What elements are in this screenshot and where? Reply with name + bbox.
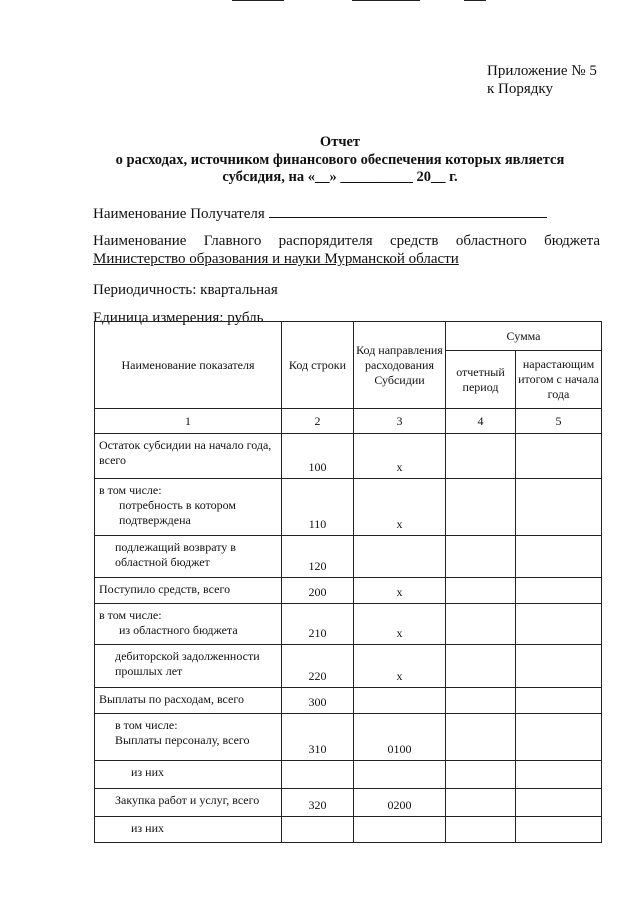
header-cumulative: нарастающим итогом с начала года [516,351,602,409]
table-row [95,536,602,578]
row-code: 110 [282,479,354,536]
row-label: из них [95,817,282,843]
row-direction-code [354,536,446,578]
row-cumulative-cell[interactable] [516,761,602,789]
row-label: Выплаты по расходам, всего [95,688,282,714]
report-title [70,134,610,187]
row-direction-code: х [354,479,446,536]
column-numbers-row [95,409,602,434]
table-row [95,578,602,604]
row-code: 200 [282,578,354,604]
row-reporting-period-cell[interactable] [446,578,516,604]
row-reporting-period-cell[interactable] [446,688,516,714]
header-name: Наименование показателя [95,322,282,409]
header-direction-code: Код направления расходования Субсидии [354,322,446,409]
col-number-5: 5 [516,409,602,434]
header-code: Код строки [282,322,354,409]
row-cumulative-cell[interactable] [516,434,602,479]
row-direction-code [354,817,446,843]
table-row [95,688,602,714]
table-row [95,434,602,479]
row-code [282,817,354,843]
recipient-field [93,205,547,223]
top-scan-marks [0,0,640,6]
appendix-line-1: Приложение № 5 [487,63,597,79]
row-direction-code: х [354,578,446,604]
title-line-2: о расходах, источником финансового обеспечения которых является [115,151,565,168]
table-row [95,817,602,843]
row-direction-code: х [354,604,446,645]
recipient-label: Наименование Получателя [93,206,265,222]
col-number-2: 2 [282,409,354,434]
table-row [95,761,602,789]
table-row [95,645,602,688]
row-label: Остаток субсидии на начало года, всего [95,434,282,479]
appendix-line-2: к Порядку [487,81,553,97]
row-reporting-period-cell[interactable] [446,479,516,536]
row-code: 220 [282,645,354,688]
row-code: 120 [282,536,354,578]
recipient-blank [269,205,547,218]
header-sum: Сумма [446,322,602,351]
row-label: подлежащий возврату в областной бюджет [95,536,282,578]
row-cumulative-cell[interactable] [516,817,602,843]
row-label-group [95,479,282,536]
col-number-4: 4 [446,409,516,434]
row-direction-code: 0100 [354,714,446,761]
row-code: 320 [282,789,354,817]
appendix-note [487,62,597,98]
row-reporting-period-cell[interactable] [446,714,516,761]
row-label-group [95,714,282,761]
row-cumulative-cell[interactable] [516,479,602,536]
manager-value: Министерство образования и науки Мурманской области [93,251,459,267]
row-cumulative-cell[interactable] [516,789,602,817]
col-number-3: 3 [354,409,446,434]
row-cumulative-cell[interactable] [516,645,602,688]
table-row [95,479,602,536]
table-row [95,604,602,645]
row-direction-code [354,761,446,789]
row-reporting-period-cell[interactable] [446,789,516,817]
row-label: Поступило средств, всего [95,578,282,604]
row-direction-code: 0200 [354,789,446,817]
report-table [94,321,602,843]
row-reporting-period-cell[interactable] [446,604,516,645]
row-code [282,761,354,789]
row-cumulative-cell[interactable] [516,578,602,604]
unit-of-measure: Единица измерения: рубль [93,310,264,326]
row-label: потребность в котором подтверждена [119,498,237,527]
row-label-prefix: в том числе: [115,718,178,732]
row-code: 210 [282,604,354,645]
row-label: Выплаты персоналу, всего [115,733,250,747]
header-row-1 [95,322,602,351]
row-cumulative-cell[interactable] [516,688,602,714]
table-row [95,789,602,817]
row-label-group [95,604,282,645]
col-number-1: 1 [95,409,282,434]
periodicity: Периодичность: квартальная [93,282,278,298]
row-label: из областного бюджета [119,623,238,637]
row-direction-code [354,688,446,714]
row-label-prefix: в том числе: [99,608,162,622]
row-direction-code: х [354,645,446,688]
row-reporting-period-cell[interactable] [446,761,516,789]
row-code: 100 [282,434,354,479]
table-row [95,714,602,761]
row-reporting-period-cell[interactable] [446,645,516,688]
row-reporting-period-cell[interactable] [446,817,516,843]
title-line-3: субсидия, на «__» __________ 20__ г. [222,169,458,185]
row-code: 300 [282,688,354,714]
row-reporting-period-cell[interactable] [446,434,516,479]
manager-label: Наименование Главного распорядителя средств областного бюджета [93,233,600,249]
row-label-prefix: в том числе: [99,483,162,497]
row-code: 310 [282,714,354,761]
row-direction-code: х [354,434,446,479]
row-cumulative-cell[interactable] [516,714,602,761]
row-cumulative-cell[interactable] [516,536,602,578]
row-label: Закупка работ и услуг, всего [95,789,282,817]
title-line-1: Отчет [319,134,361,150]
header-reporting-period: отчетный период [446,351,516,409]
row-cumulative-cell[interactable] [516,604,602,645]
row-label: дебиторской задолженности прошлых лет [95,645,282,688]
row-label: из них [95,761,282,789]
row-reporting-period-cell[interactable] [446,536,516,578]
